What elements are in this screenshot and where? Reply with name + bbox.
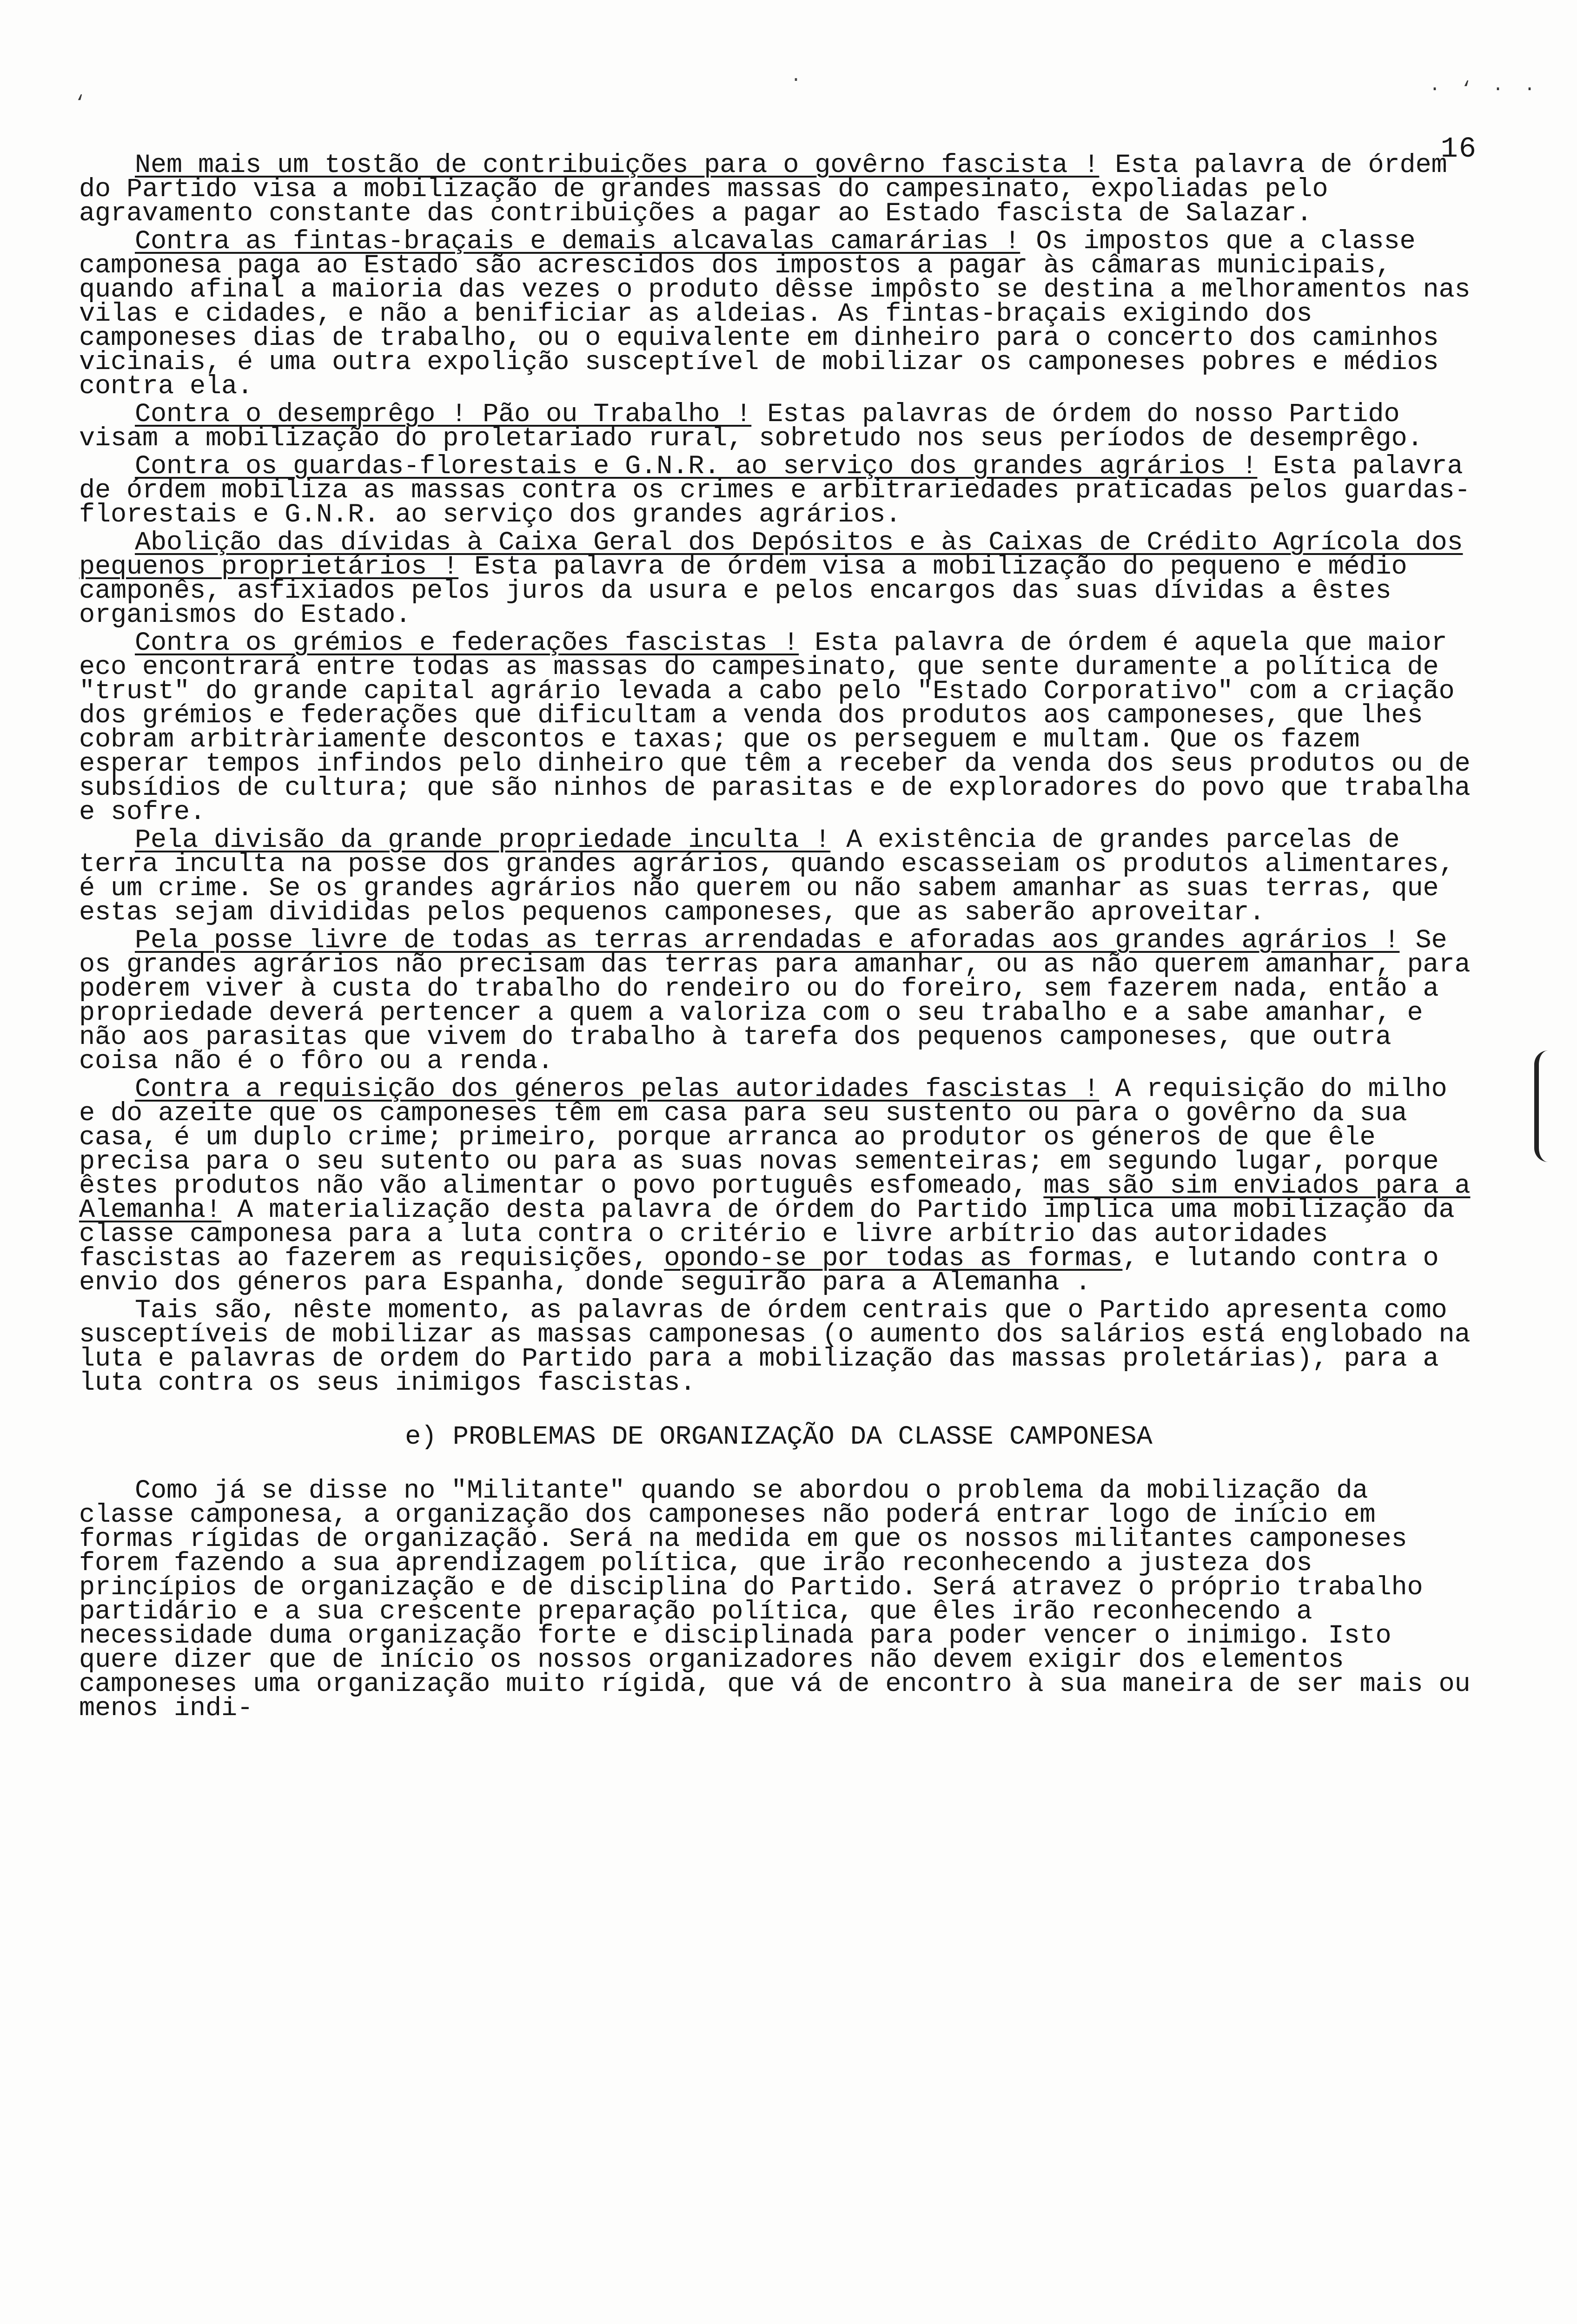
paragraph-text: Esta palavra de órdem mobiliza as massas contra os crimes e arbitrariedades praticadas pelos guardas-florestais e G.N.R. ao serviço dos grandes agrários. — [79, 452, 1471, 530]
scan-mark: · ‘ · · — [1429, 79, 1540, 100]
section-heading: e) PROBLEMAS DE ORGANIZAÇÃO DA CLASSE CAMPONESA — [405, 1422, 1153, 1452]
page-number: 16 — [1440, 132, 1477, 165]
paragraph — [79, 400, 1478, 454]
slogan: Pela posse livre de todas as terras arrendadas e aforadas aos grandes agrários ! — [135, 926, 1400, 956]
underlined-phrase: opondo-se por todas as formas — [664, 1244, 1123, 1274]
paragraph — [79, 151, 1478, 229]
paragraph-text: A requisição do milho e do azeite que os camponeses têm em casa para seu sustento ou para o govêrno da sua casa, é um duplo crime; primeiro, porque arranca ao produtor os géneros de que êle precisa para o seu sutento ou para as suas novas sementeiras; em segundo lugar, porque êstes produtos não vão alimentar o povo português esfomeado, — [79, 1075, 1447, 1201]
paragraph — [79, 628, 1478, 827]
paragraph-text: , e lutando contra o envio dos géneros para Espanha, donde seguirão para a Alemanha . — [79, 1244, 1439, 1298]
paragraph-text: Os impostos que a classe camponesa paga ao Estado são acrescidos dos impostos a pagar às câmaras municipais, quando afinal a maioria das vezes o produto dêsse impôsto se destina a melhoramentos nas vilas e cidades, e não a benificiar as aldeias. As fintas-braçais exigindo dos camponeses dias de trabalho, ou o equivalente em dinheiro para o concerto dos caminhos vicinais, é uma outra expolição susceptível de mobilizar os camponeses pobres e médios contra ela. — [79, 227, 1471, 402]
slogan: Contra os guardas-florestais e G.N.R. ao serviço dos grandes agrários ! — [135, 452, 1258, 482]
paragraph-text: A existência de grandes parcelas de terra inculta na posse dos grandes agrários, quando escasseiam os produtos alimentares, é um crime. Se os grandes agrários não querem ou não sabem amanhar as suas terras, que estas sejam divididas pelos pequenos camponeses, que as saberão aproveitar. — [79, 825, 1455, 928]
paragraph-text: Esta palavra de órdem visa a mobilização do pequeno e médio camponês, asfixiados pelos juros da usura e pelos encargos das suas dívidas a êstes organismos do Estado. — [79, 552, 1407, 630]
slogan: Abolição das dívidas à Caixa Geral dos Depósitos e às Caixas de Crédito Agrícola dos pequenos proprietários ! — [79, 528, 1463, 582]
paragraph — [79, 825, 1478, 928]
paragraph: Como já se disse no "Militante" quando se abordou o problema da mobilização da classe camponesa, a organização dos camponeses não poderá entrar logo de início em formas rígidas de organização. Será na medida em que os nossos militantes camponeses forem fazendo a sua aprendizagem política, que irão reconhecendo a justeza dos princípios de organização e de disciplina do Partido. Será atravez o próprio trabalho partidário e a sua crescente preparação política, que êles irão reconhecendo a necessidade duma organização forte e disciplinada para poder vencer o inimigo. Isto quere dizer que de início os nossos organizadores não devem exigir dos elementos camponeses uma organização muito rígida, que vá de encontro à sua maneira de ser mais ou menos indi- — [79, 1476, 1471, 1723]
slogan: Nem mais um tostão de contribuições para o govêrno fascista ! — [135, 151, 1100, 180]
scan-mark: ‘ — [74, 93, 86, 114]
paragraph — [79, 452, 1478, 530]
slogan: Contra os grémios e federações fascistas ! — [135, 628, 799, 658]
paragraph-text: Estas palavras de órdem do nosso Partido visam a mobilização do proletariado rural, sobretudo nos seus períodos de desemprêgo. — [79, 400, 1423, 454]
slogan: Pela divisão da grande propriedade inculta ! — [135, 825, 831, 855]
paragraph-text: A materialização desta palavra de órdem do Partido implica uma mobilização da classe camponesa para a luta contra o critério e livre arbítrio das autoridades fascistas ao fazerem as requisições, — [79, 1195, 1455, 1274]
paragraph — [79, 528, 1478, 630]
paragraph-text: Esta palavra de órdem é aquela que maior eco encontrará entre todas as massas do campesinato, que sente duramente a política de "trust" do grande capital agrário levada a cabo pelo "Estado Corporativo" com a criação dos grémios e federações que dificultam a venda dos produtos aos camponeses, que lhes cobram arbitràriamente descontos e taxas; que os perseguem e multam. Que os fazem esperar tempos infindos pelo dinheiro que têm a receber da venda dos seus produtos ou de subsídios de cultura; que são ninhos de parasitas e de exploradores do povo que trabalha e sofre. — [79, 628, 1471, 827]
slogan: Contra o desemprêgo ! Pão ou Trabalho ! — [135, 400, 752, 429]
slogan: Contra a requisição dos géneros pelas autoridades fascistas ! — [135, 1075, 1100, 1104]
scan-mark: · — [790, 70, 802, 91]
paragraph-text: Esta palavra de órdem do Partido visa a mobilização de grandes massas do campesinato, expoliadas pelo agravamento constante das contribuições a pagar ao Estado fascista de Salazar. — [79, 151, 1447, 229]
underlined-phrase: mas são sim enviados para a Alemanha! — [79, 1171, 1471, 1225]
paragraph — [79, 926, 1478, 1076]
paragraph: Tais são, nêste momento, as palavras de órdem centrais que o Partido apresenta como susceptíveis de mobilizar as massas camponesas (o aumento dos salários está englobado na luta e palavras de ordem do Partido para a mobilização das massas proletárias), para a luta contra os seus inimigos fascistas. — [79, 1296, 1471, 1398]
paragraph — [79, 1075, 1478, 1298]
paragraph — [79, 227, 1478, 402]
binder-clip-mark — [1534, 1050, 1567, 1162]
slogan: Contra as fintas-braçais e demais alcavalas camarárias ! — [135, 227, 1020, 257]
paragraph-text: Se os grandes agrários não precisam das terras para amanhar, ou as não querem amanhar, para poderem viver à custa do trabalho do rendeiro ou do foreiro, sem fazerem nada, então a propriedade deverá pertencer a quem a valoriza com o seu trabalho e a sabe amanhar, e não aos parasitas que vivem do trabalho à tarefa dos pequenos camponeses, que outra coisa não é o fôro ou a renda. — [79, 926, 1471, 1076]
body-text — [79, 153, 1478, 1721]
